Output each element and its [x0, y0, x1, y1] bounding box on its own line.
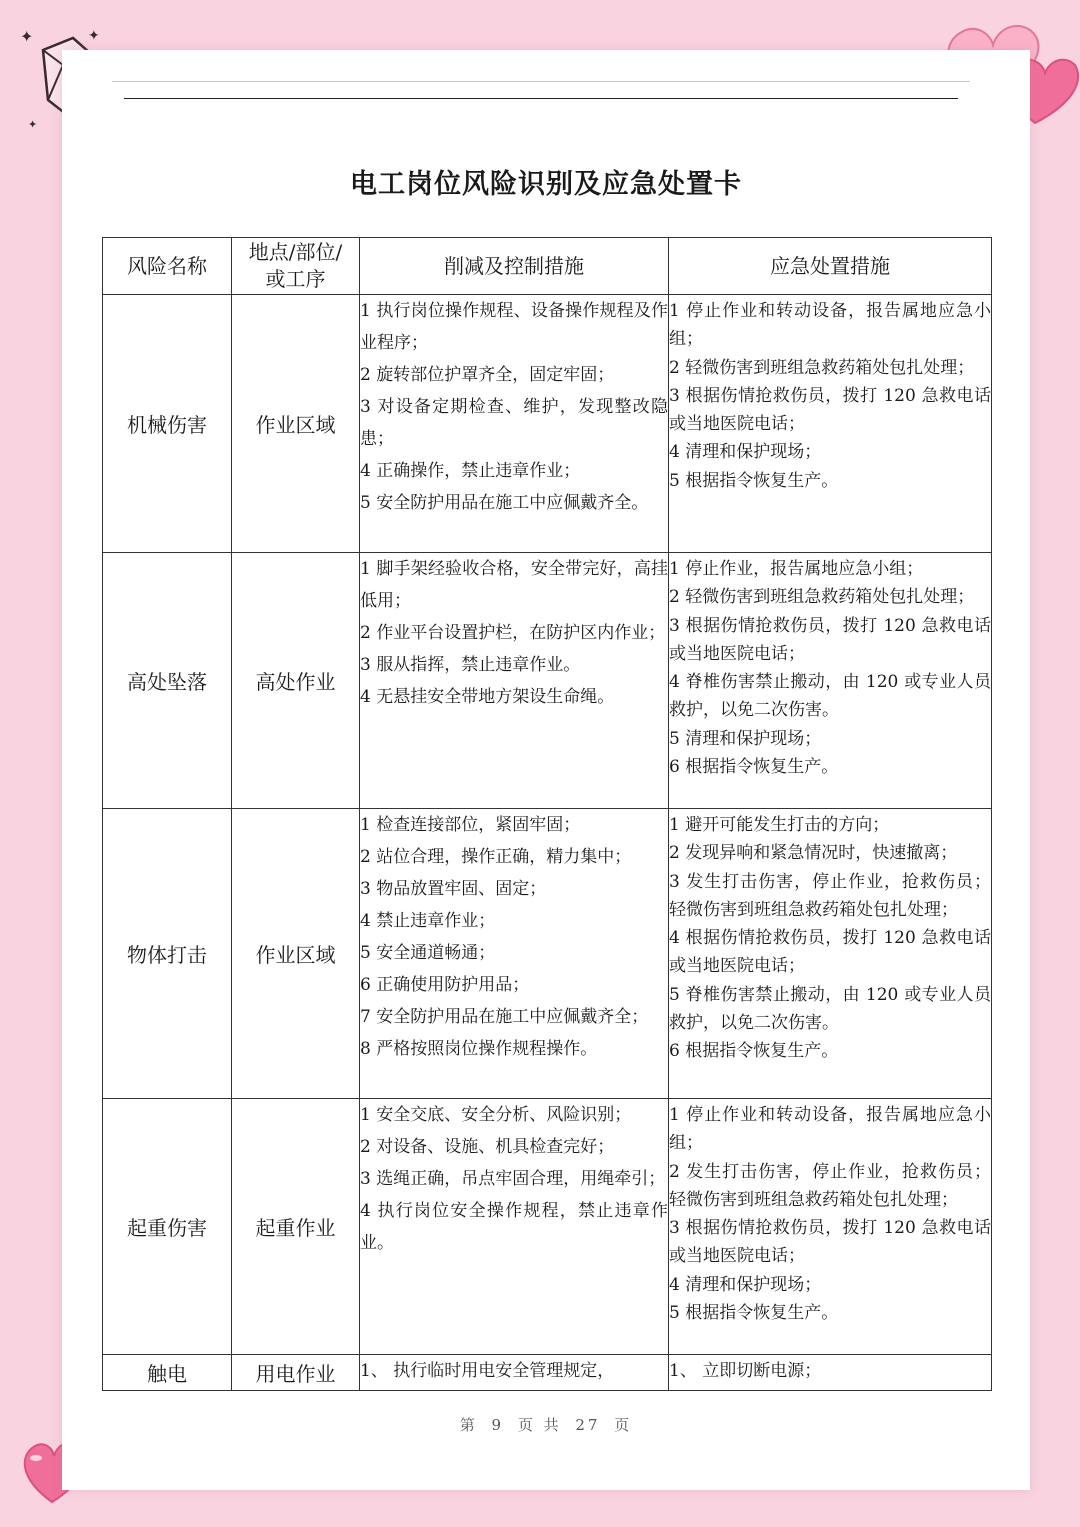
footer-page-number: 9 [491, 1416, 505, 1434]
list-item: 5 安全防护用品在施工中应佩戴齐全。 [360, 493, 649, 513]
list-item: 1 执行岗位操作规程、设备操作规程及作业程序； [360, 301, 668, 353]
risk-name-cell: 物体打击 [103, 809, 232, 1099]
location-cell: 起重作业 [232, 1099, 360, 1355]
list-item: 5 脊椎伤害禁止搬动，由 120 或专业人员救护，以免二次伤害。 [669, 984, 991, 1034]
list-item: 1 脚手架经验收合格，安全带完好，高挂低用； [360, 559, 668, 611]
list-item: 1 检查连接部位，紧固牢固； [360, 815, 581, 835]
footer-middle: 页 共 [517, 1416, 562, 1434]
list-item: 3 根据伤情抢救伤员，拨打 120 急救电话或当地医院电话； [669, 615, 991, 664]
controls-cell [360, 553, 669, 809]
list-item: 1 避开可能发生打击的方向； [669, 815, 890, 835]
table-row [103, 809, 992, 1099]
list-item: 3 服从指挥，禁止违章作业。 [360, 655, 581, 675]
table-row [103, 553, 992, 809]
list-item: 4 禁止违章作业； [360, 911, 496, 931]
list-item: 6 根据指令恢复生产。 [669, 1041, 839, 1062]
table-row [103, 1355, 992, 1391]
list-item: 2 发生打击伤害，停止作业，抢救伤员；轻微伤害到班组急救药箱处包扎处理； [669, 1161, 991, 1210]
controls-cell [360, 809, 669, 1099]
location-cell: 高处作业 [232, 553, 360, 809]
header-location-line2: 或工序 [265, 267, 326, 291]
footer-prefix: 第 [459, 1416, 478, 1434]
list-item: 2 作业平台设置护栏，在防护区内作业； [360, 623, 666, 643]
document-page [62, 50, 1030, 1490]
list-item: 4 正确操作，禁止违章作业； [360, 461, 581, 481]
list-item: 1、 立即切断电源； [669, 1361, 822, 1381]
list-item: 2 站位合理，操作正确，精力集中； [360, 847, 632, 867]
header-control-measures: 削减及控制措施 [360, 238, 669, 295]
list-item: 3 根据伤情抢救伤员，拨打 120 急救电话或当地医院电话； [669, 1218, 991, 1267]
list-item: 3 根据伤情抢救伤员，拨打 120 急救电话或当地医院电话； [669, 385, 991, 435]
list-item: 2 对设备、设施、机具检查完好； [360, 1137, 615, 1157]
risk-table [102, 237, 992, 1391]
emergency-cell [669, 553, 992, 809]
list-item: 4 清理和保护现场； [669, 1274, 822, 1295]
page-footer [62, 1414, 1030, 1435]
footer-total-pages: 27 [575, 1416, 601, 1434]
list-item: 1 停止作业和转动设备，报告属地应急小组； [669, 1105, 991, 1154]
svg-text:✦: ✦ [28, 118, 38, 131]
list-item: 1 安全交底、安全分析、风险识别； [360, 1105, 632, 1125]
list-item: 4 脊椎伤害禁止搬动，由 120 或专业人员救护，以免二次伤害。 [669, 672, 991, 721]
footer-suffix: 页 [614, 1416, 633, 1434]
list-item: 4 无悬挂安全带地方架设生命绳。 [360, 687, 615, 707]
list-item: 1、 执行临时用电安全管理规定， [360, 1361, 615, 1381]
header-rule [124, 98, 958, 99]
header-emergency-measures: 应急处置措施 [669, 238, 992, 295]
list-item: 2 轻微伤害到班组急救药箱处包扎处理； [669, 587, 975, 608]
controls-cell [360, 1355, 669, 1391]
location-cell: 作业区域 [232, 295, 360, 553]
list-item: 6 正确使用防护用品； [360, 975, 530, 995]
list-item: 5 根据指令恢复生产。 [669, 1303, 839, 1324]
emergency-cell [669, 809, 992, 1099]
list-item: 4 清理和保护现场； [669, 442, 822, 463]
list-item: 3 对设备定期检查、维护，发现整改隐患； [360, 397, 668, 449]
svg-text:✦: ✦ [20, 27, 34, 46]
list-item: 5 清理和保护现场； [669, 728, 822, 749]
page-title: 电工岗位风险识别及应急处置卡 [350, 169, 742, 200]
header-rule-light [112, 81, 970, 82]
emergency-cell [669, 1355, 992, 1391]
list-item: 8 严格按照岗位操作规程操作。 [360, 1039, 598, 1059]
list-item: 2 旋转部位护罩齐全，固定牢固； [360, 365, 615, 385]
list-item: 3 发生打击伤害，停止作业，抢救伤员；轻微伤害到班组急救药箱处包扎处理； [669, 871, 991, 920]
location-cell: 用电作业 [232, 1355, 360, 1391]
list-item: 4 执行岗位安全操作规程，禁止违章作业。 [360, 1201, 668, 1253]
list-item: 1 停止作业，报告属地应急小组； [669, 559, 924, 579]
list-item: 3 选绳正确，吊点牢固合理，用绳牵引； [360, 1169, 666, 1189]
header-location-line1: 地点/部位/ [248, 240, 343, 264]
svg-text:✦: ✦ [88, 28, 100, 44]
list-item: 4 根据伤情抢救伤员，拨打 120 急救电话或当地医院电话； [669, 928, 991, 977]
header-risk-name: 风险名称 [103, 238, 232, 295]
list-item: 2 轻微伤害到班组急救药箱处包扎处理； [669, 357, 975, 378]
header-location [232, 238, 360, 295]
table-row [103, 1099, 992, 1355]
table-row [103, 295, 992, 553]
list-item: 5 根据指令恢复生产。 [669, 470, 839, 491]
controls-cell [360, 1099, 669, 1355]
risk-name-cell: 机械伤害 [103, 295, 232, 553]
list-item: 6 根据指令恢复生产。 [669, 757, 839, 778]
list-item: 3 物品放置牢固、固定； [360, 879, 547, 899]
location-cell: 作业区域 [232, 809, 360, 1099]
list-item: 7 安全防护用品在施工中应佩戴齐全； [360, 1007, 649, 1027]
list-item: 5 安全通道畅通； [360, 943, 496, 963]
risk-name-cell: 触电 [103, 1355, 232, 1391]
emergency-cell [669, 295, 992, 553]
risk-name-cell: 高处坠落 [103, 553, 232, 809]
controls-cell [360, 295, 669, 553]
risk-name-cell: 起重伤害 [103, 1099, 232, 1355]
table-header-row [103, 238, 992, 295]
list-item: 1 停止作业和转动设备，报告属地应急小组； [669, 301, 991, 350]
emergency-cell [669, 1099, 992, 1355]
list-item: 2 发现异响和紧急情况时，快速撤离； [669, 843, 958, 864]
